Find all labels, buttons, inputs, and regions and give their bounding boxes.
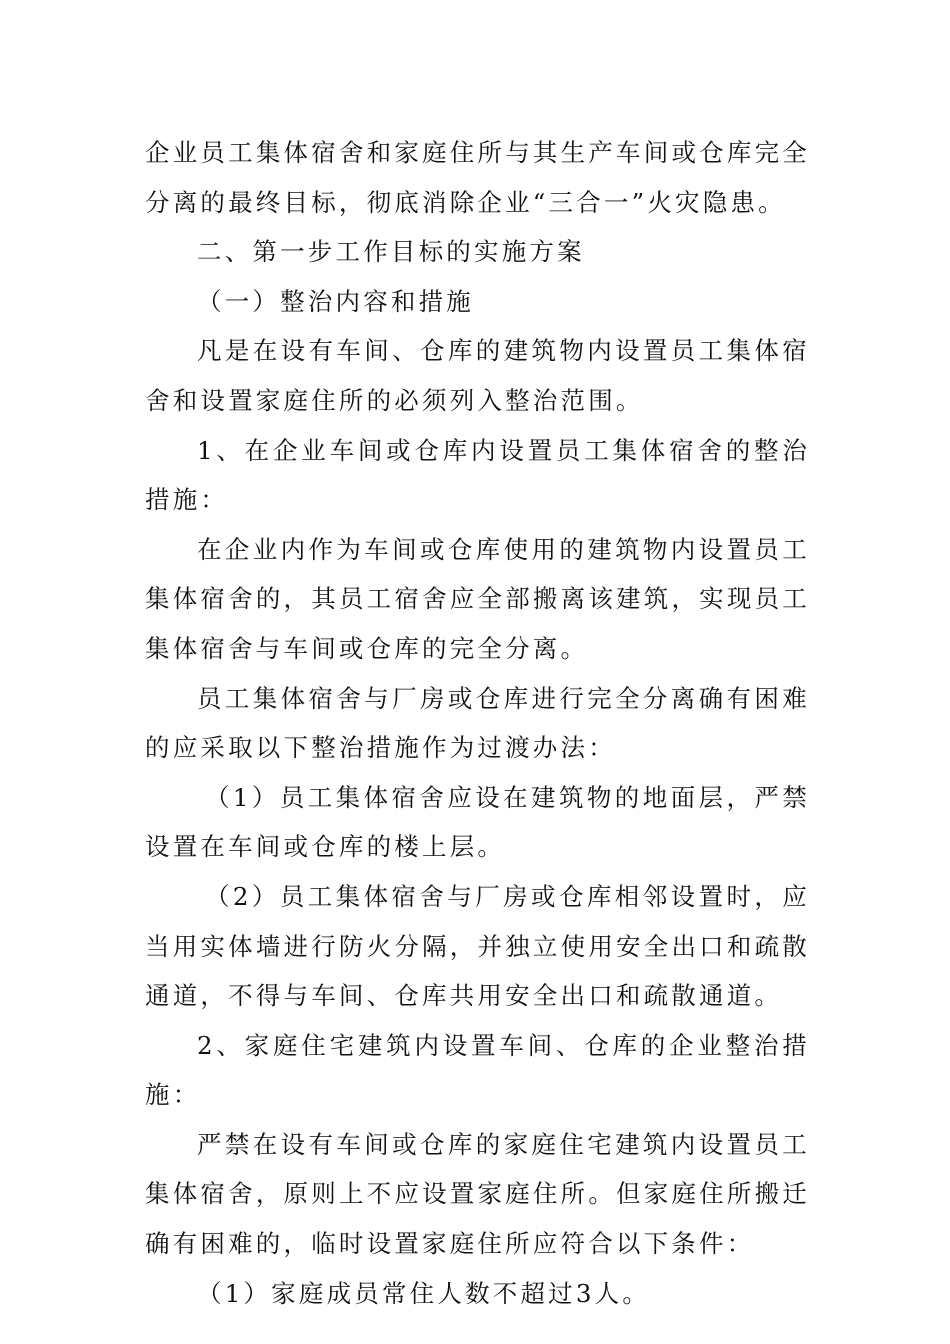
list-item-fire-separation: （2）员工集体宿舍与厂房或仓库相邻设置时，应当用实体墙进行防火分隔，并独立使用安全出口和疏散通道，不得与车间、仓库共用安全出口和疏散通道。 — [145, 881, 810, 1011]
document-body — [145, 128, 810, 1318]
section-heading: 二、第一步工作目标的实施方案 — [197, 237, 585, 267]
paragraph-home-residence: 严禁在设有车间或仓库的家庭住宅建筑内设置员工集体宿舍，原则上不应设置家庭住所。但家庭住所搬迁确有困难的，临时设置家庭住所应符合以下条件： — [145, 1129, 810, 1259]
paragraph-continuation: 企业员工集体宿舍和家庭住所与其生产车间或仓库完全分离的最终目标，彻底消除企业“三合一”火灾隐患。 — [145, 138, 810, 217]
item-heading-1: 1、在企业车间或仓库内设置员工集体宿舍的整治措施： — [145, 435, 810, 515]
subsection-heading: （一）整治内容和措施 — [197, 286, 474, 316]
paragraph-scope: 凡是在设有车间、仓库的建筑物内设置员工集体宿舍和设置家庭住所的必须列入整治范围。 — [145, 336, 810, 415]
list-item-ground-floor: （1）员工集体宿舍应设在建筑物的地面层，严禁设置在车间或仓库的楼上层。 — [145, 782, 810, 862]
paragraph-dormitory-separation: 在企业内作为车间或仓库使用的建筑物内设置员工集体宿舍的，其员工宿舍应全部搬离该建筑，实现员工集体宿舍与车间或仓库的完全分离。 — [145, 534, 810, 663]
paragraph-transition-measures: 员工集体宿舍与厂房或仓库进行完全分离确有困难的应采取以下整治措施作为过渡办法： — [145, 683, 810, 763]
list-item-resident-count: （1）家庭成员常住人数不超过3人。 — [197, 1278, 651, 1308]
item-heading-2: 2、家庭住宅建筑内设置车间、仓库的企业整治措施： — [145, 1030, 810, 1110]
